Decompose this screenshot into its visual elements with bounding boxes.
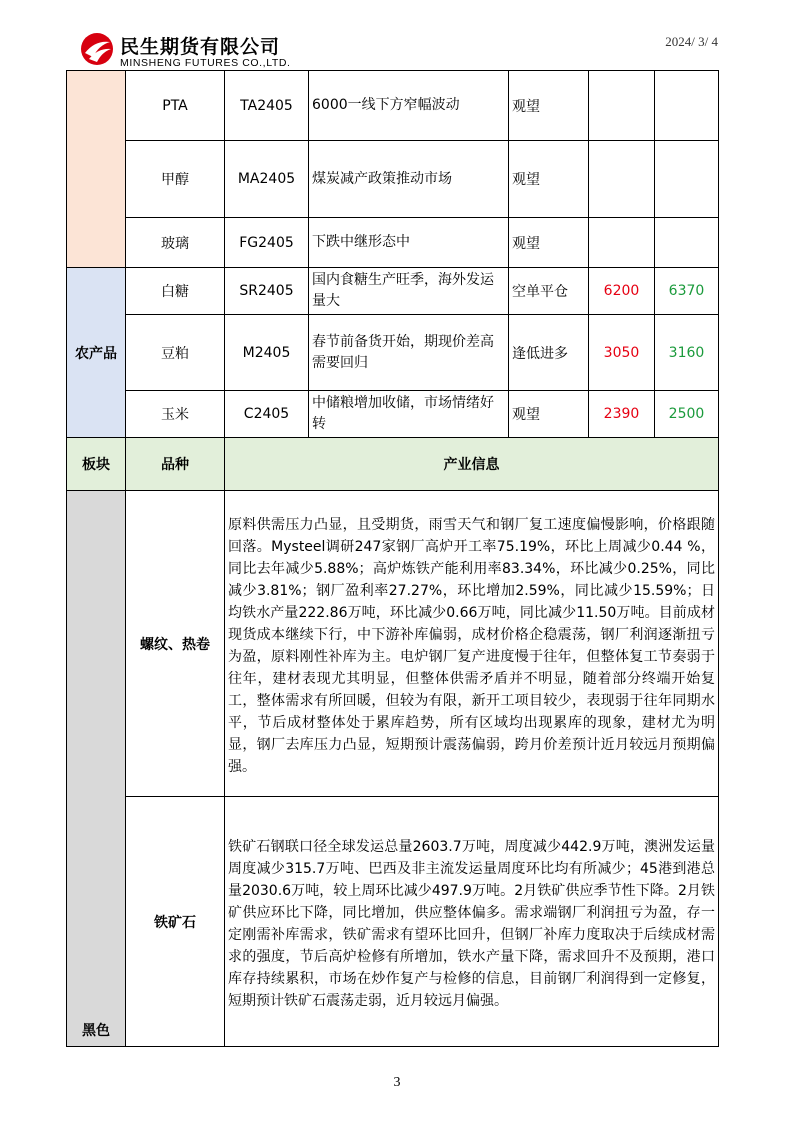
table-row (67, 797, 719, 1047)
product-cell: PTA (126, 71, 225, 141)
report-date: 2024/ 3/ 4 (665, 34, 718, 49)
description-cell: 6000一线下方窄幅波动 (309, 71, 509, 141)
table-row (67, 141, 719, 218)
sector-header: 板块 (67, 438, 126, 491)
product-cell: 玻璃 (126, 218, 225, 268)
table-row (67, 315, 719, 391)
table-row (67, 491, 719, 797)
contract-cell: M2405 (225, 315, 309, 391)
industry-info-cell: 铁矿石钢联口径全球发运总量2603.7万吨，周度减少442.9万吨，澳洲发运量周度减少315.7万吨、巴西及非主流发运量周度环比均有所减少；45港到港总量2030.6万吨，较上周环比减少497.9万吨。2月铁矿供应季节性下降。2月铁矿供应环比下降，同比增加，供应整体偏多。需求端钢厂利润扭亏为盈，存一定刚需补库需求，铁矿需求有望环比回升，但钢厂补库力度取决于后续成材需求的强度，节后高炉检修有所增加，铁水产量下降，需求回升不及预期，港口库存持续累积，市场在炒作复产与检修的信息，目前钢厂利润得到一定修复，短期预计铁矿石震荡走弱，近月较远月偏强。 (225, 797, 719, 1047)
view-cell: 观望 (509, 218, 589, 268)
view-cell: 逢低进多 (509, 315, 589, 391)
company-name-cn: 民生期货有限公司 (120, 36, 281, 58)
description-cell: 春节前备货开始，期现价差高需要回归 (309, 315, 509, 391)
page-number: 3 (393, 1075, 401, 1090)
contract-cell: MA2405 (225, 141, 309, 218)
price-high-cell: 2500 (655, 391, 719, 438)
price-high-cell (655, 141, 719, 218)
category-cell-energy (67, 71, 126, 268)
price-low-cell: 3050 (589, 315, 655, 391)
table-row (67, 71, 719, 141)
variety-header: 品种 (126, 438, 225, 491)
view-cell: 观望 (509, 71, 589, 141)
price-high-cell: 6370 (655, 268, 719, 315)
description-cell: 下跌中继形态中 (309, 218, 509, 268)
contract-cell: FG2405 (225, 218, 309, 268)
strategy-table (66, 70, 719, 1047)
price-high-cell (655, 218, 719, 268)
description-cell: 中储粮增加收储，市场情绪好转 (309, 391, 509, 438)
table-row (67, 268, 719, 315)
price-high-cell: 3160 (655, 315, 719, 391)
industry-info-header: 产业信息 (225, 438, 719, 491)
variety-cell: 螺纹、热卷 (126, 491, 225, 797)
company-name-en: MINSHENG FUTURES CO.,LTD. (120, 57, 291, 69)
product-cell: 白糖 (126, 268, 225, 315)
contract-cell: C2405 (225, 391, 309, 438)
company-logo (80, 30, 320, 74)
price-high-cell (655, 71, 719, 141)
contract-cell: SR2405 (225, 268, 309, 315)
price-low-cell (589, 218, 655, 268)
view-cell: 观望 (509, 141, 589, 218)
product-cell: 豆粕 (126, 315, 225, 391)
contract-cell: TA2405 (225, 71, 309, 141)
minsheng-logo-icon (80, 32, 114, 66)
description-cell: 煤炭减产政策推动市场 (309, 141, 509, 218)
variety-cell: 铁矿石 (126, 797, 225, 1047)
price-low-cell (589, 141, 655, 218)
product-cell: 甲醇 (126, 141, 225, 218)
price-low-cell: 2390 (589, 391, 655, 438)
view-cell: 空单平仓 (509, 268, 589, 315)
category-cell-agri: 农产品 (67, 268, 126, 438)
description-cell: 国内食糖生产旺季，海外发运量大 (309, 268, 509, 315)
view-cell: 观望 (509, 391, 589, 438)
industry-info-cell: 原料供需压力凸显，且受期货，雨雪天气和钢厂复工速度偏慢影响，价格跟随回落。Mysteel调研247家钢厂高炉开工率75.19%，环比上周减少0.44 %，同比去年减少5.88%；高炉炼铁产能利用率83.34%，环比减少0.25%，同比减少3.81%；钢厂盈利率27.27%，环比增加2.59%，同比减少15.59%；日均铁水产量222.86万吨，环比减少0.66万吨，同比减少11.50万吨。目前成材现货成本继续下行，中下游补库偏弱，成材价格企稳震荡，钢厂利润逐渐扭亏为盈，原料刚性补库为主。电炉钢厂复产进度慢于往年，但整体复工节奏弱于往年，建材表现尤其明显，但整体供需矛盾并不明显，随着部分终端开始复工，整体需求有所回暖，但较为有限，新开工项目较少，表现弱于往年同期水平，节后成材整体处于累库趋势，所有区域均出现累库的现象，建材尤为明显，钢厂去库压力凸显，短期预计震荡偏弱，跨月价差预计近月较远月预期偏强。 (225, 491, 719, 797)
table-row (67, 391, 719, 438)
category-cell-black: 黑色 (67, 491, 126, 1047)
table-row (67, 218, 719, 268)
price-low-cell (589, 71, 655, 141)
price-low-cell: 6200 (589, 268, 655, 315)
info-header-row (67, 438, 719, 491)
product-cell: 玉米 (126, 391, 225, 438)
